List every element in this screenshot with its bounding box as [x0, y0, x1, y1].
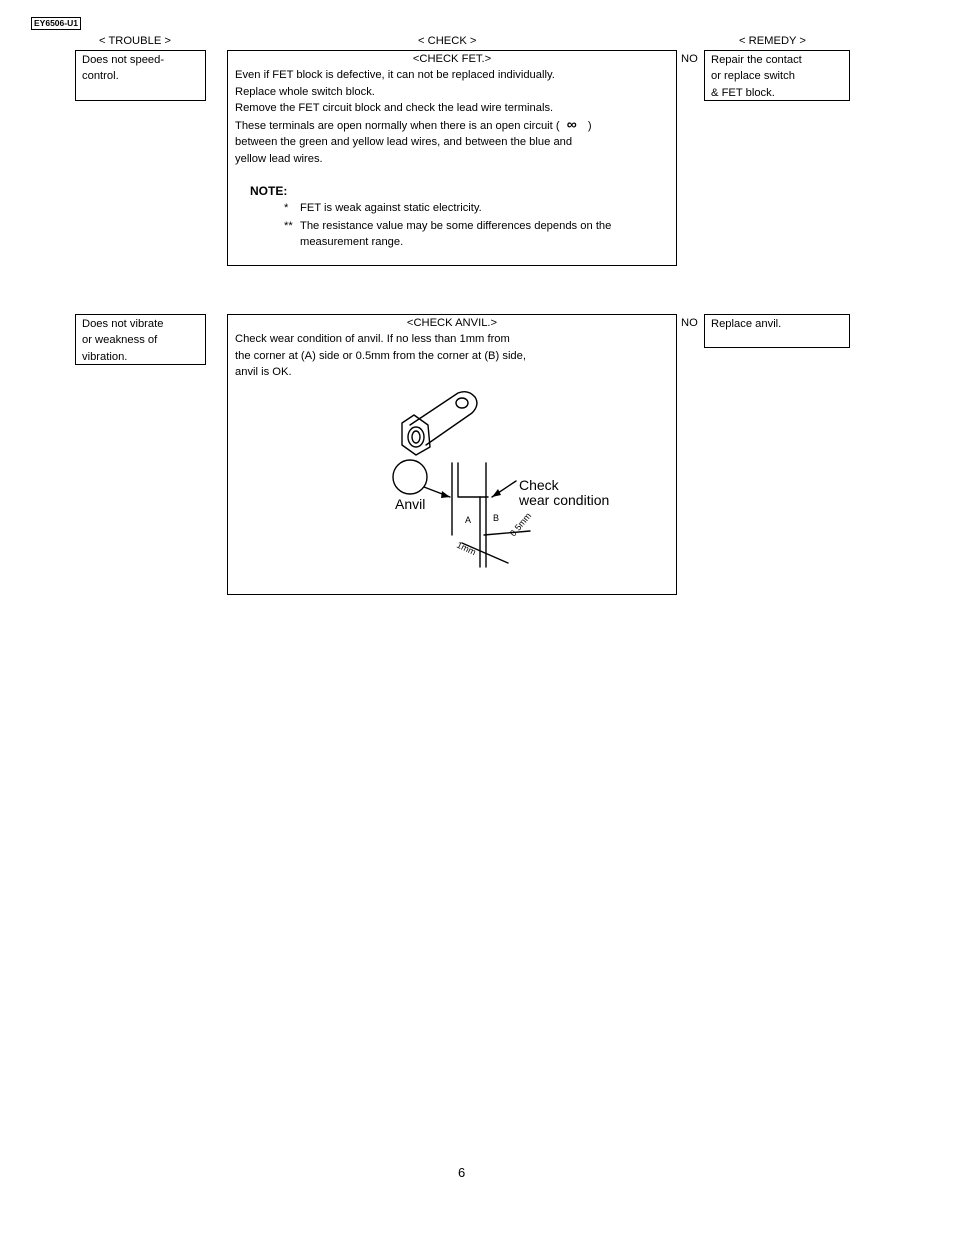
trouble-line: or weakness of	[82, 334, 158, 347]
dim-05mm-label: 0.5mm	[507, 510, 534, 539]
note-mark: *	[284, 202, 289, 215]
anvil-diagram	[380, 385, 630, 575]
check-line: between the green and yellow lead wires, and between the blue and	[235, 136, 573, 149]
dim-1mm-label: 1mm	[455, 539, 478, 558]
trouble-line: Does not vibrate	[82, 318, 164, 330]
page-number: 6	[458, 1165, 466, 1180]
note-label: NOTE:	[250, 184, 288, 199]
check-line: anvil is OK.	[235, 365, 292, 378]
remedy-line: Repair the contact	[711, 54, 802, 66]
remedy-line: or replace switch	[711, 70, 795, 83]
trouble-line: vibration.	[82, 350, 128, 363]
trouble-column-header: < TROUBLE >	[99, 35, 171, 47]
check-line-open-circuit	[235, 116, 676, 134]
close-paren: )	[587, 120, 592, 133]
check-title: <CHECK ANVIL.>	[406, 317, 498, 329]
check-column-header: < CHECK >	[418, 35, 477, 47]
note-text: The resistance value may be some differences depends on the	[300, 219, 612, 232]
note-text-continued: measurement range.	[300, 235, 404, 248]
infinity-symbol: ∞	[566, 116, 577, 133]
note-item	[284, 200, 676, 216]
trouble-line: control.	[82, 70, 119, 83]
note-text: FET is weak against static electricity.	[300, 202, 482, 215]
side-a-label: A	[465, 515, 472, 525]
anvil-bore	[408, 427, 424, 447]
check-line: Even if FET block is defective, it can not be replaced individually.	[235, 69, 555, 82]
check-box-fet	[227, 50, 677, 266]
remedy-line: & FET block.	[711, 86, 775, 99]
check-label-line1: Check	[519, 477, 559, 493]
check-line: These terminals are open normally when there is an open circuit (	[235, 120, 560, 133]
anvil-label: Anvil	[395, 496, 426, 512]
remedy-column-header: < REMEDY >	[739, 35, 806, 47]
check-title: <CHECK FET.>	[412, 53, 492, 65]
side-b-label: B	[493, 513, 500, 523]
anvil-hole	[456, 398, 468, 408]
check-line: Remove the FET circuit block and check the lead wire terminals.	[235, 101, 554, 114]
anvil-bore-inner	[412, 431, 420, 443]
check-line: Check wear condition of anvil. If no less than 1mm from	[235, 333, 510, 346]
arrowhead-anvil	[441, 491, 450, 498]
note-item	[284, 218, 676, 251]
result-no: NO	[681, 53, 698, 65]
magnifier-circle	[393, 460, 427, 494]
result-no: NO	[681, 317, 698, 329]
remedy-line: Replace anvil.	[711, 318, 782, 330]
check-line: yellow lead wires.	[235, 152, 323, 165]
check-line: Replace whole switch block.	[235, 85, 375, 98]
trouble-box-speed-control	[75, 50, 206, 101]
check-label-line2: wear condition	[519, 492, 610, 508]
arrowhead-check	[492, 489, 501, 497]
trouble-box-vibration	[75, 314, 206, 365]
check-line: the corner at (A) side or 0.5mm from the corner at (B) side,	[235, 349, 526, 362]
remedy-box-repair	[704, 50, 850, 101]
note-mark: **	[284, 219, 293, 232]
trouble-line: Does not speed-	[82, 54, 165, 66]
document-id: EY6506-U1	[31, 17, 81, 30]
remedy-box-replace-anvil	[704, 314, 850, 348]
